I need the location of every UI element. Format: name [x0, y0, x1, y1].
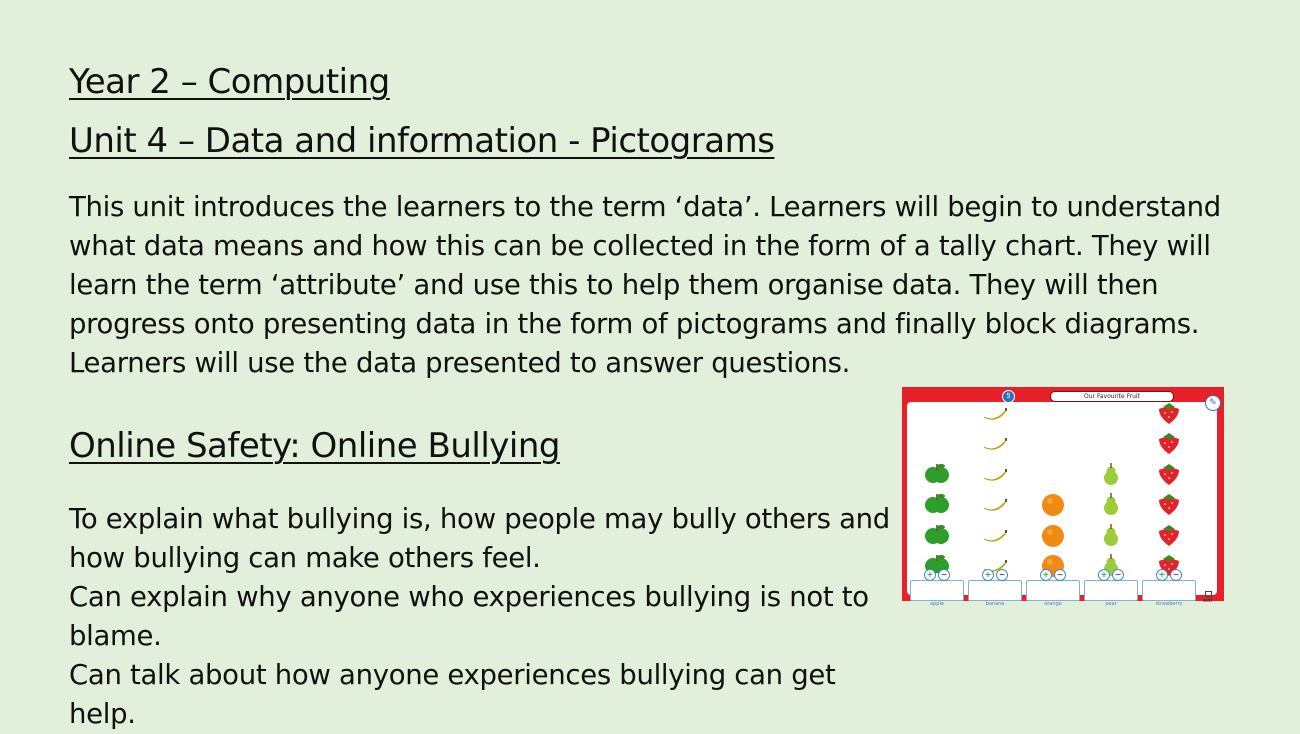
pictogram-column-box [1142, 580, 1196, 601]
add-fruit-button[interactable]: + [1040, 569, 1052, 581]
banana-icon [981, 401, 1009, 429]
pictogram-screenshot [902, 387, 1224, 607]
remove-fruit-button[interactable]: − [1112, 569, 1124, 581]
pear-icon [1097, 492, 1125, 520]
strawberry-icon [1155, 401, 1183, 429]
orange-icon [1039, 523, 1067, 551]
strawberry-icon [1155, 462, 1183, 490]
remove-fruit-button[interactable]: − [1170, 569, 1182, 581]
step-number-badge: 5 [1002, 390, 1015, 403]
apple-icon [923, 523, 951, 551]
add-fruit-button[interactable]: + [924, 569, 936, 581]
unit-description: This unit introduces the learners to the term ‘data’. Learners will begin to understand what data means and how this can be collected in the form of a tally chart. They will learn the term ‘attribute’ and use this to help them organise data. They will then progress onto presenting data in the form of pictograms and finally block diagrams. Learners will use the data presented to answer questions. [69, 191, 1221, 379]
banana-icon [981, 462, 1009, 490]
banana-icon [981, 431, 1009, 459]
unit-heading: Unit 4 – Data and information - Pictograms [69, 121, 775, 161]
apple-icon [923, 492, 951, 520]
count-buttons [1152, 569, 1186, 580]
pictogram-column-box [1084, 580, 1138, 601]
orange-icon [1039, 492, 1067, 520]
pictogram-column-label: strawberry [1155, 601, 1183, 607]
pear-icon [1097, 462, 1125, 490]
online-safety-text [69, 500, 899, 734]
safety-line: Can explain why anyone who experiences bullying is not to blame. [69, 581, 869, 652]
pictogram-column-label: banana [985, 601, 1005, 607]
exit-icon[interactable] [1205, 591, 1212, 597]
online-safety-heading: Online Safety: Online Bullying [69, 426, 560, 466]
add-fruit-button[interactable]: + [1156, 569, 1168, 581]
strawberry-icon [1155, 431, 1183, 459]
pear-icon [1097, 523, 1125, 551]
pictogram-column-label: orange [1044, 601, 1062, 607]
remove-fruit-button[interactable]: − [996, 569, 1008, 581]
add-fruit-button[interactable]: + [982, 569, 994, 581]
count-buttons [1036, 569, 1070, 580]
count-buttons [1094, 569, 1128, 580]
exit-label[interactable]: exit [1203, 598, 1213, 604]
banana-icon [981, 492, 1009, 520]
remove-fruit-button[interactable]: − [938, 569, 950, 581]
pictogram-column-box [1026, 580, 1080, 601]
paint-palette-icon: ✎ [1205, 395, 1221, 411]
safety-line: To explain what bullying is, how people may bully others and how bullying can make others feel. [69, 503, 890, 574]
strawberry-icon [1155, 492, 1183, 520]
count-buttons [978, 569, 1012, 580]
pictogram-canvas [907, 402, 1217, 607]
pictogram-column-box [968, 580, 1022, 601]
add-fruit-button[interactable]: + [1098, 569, 1110, 581]
banana-icon [981, 523, 1009, 551]
pictogram-title: Our Favourite Fruit [1050, 391, 1174, 402]
pictogram-column-label: apple [930, 601, 944, 607]
year-heading: Year 2 – Computing [69, 62, 390, 102]
pictogram-column-box [910, 580, 964, 601]
apple-icon [923, 462, 951, 490]
remove-fruit-button[interactable]: − [1054, 569, 1066, 581]
strawberry-icon [1155, 523, 1183, 551]
pictogram-column-label: pear [1105, 601, 1117, 607]
safety-line: Can talk about how anyone experiences bullying can get help. [69, 659, 836, 730]
count-buttons [920, 569, 954, 580]
